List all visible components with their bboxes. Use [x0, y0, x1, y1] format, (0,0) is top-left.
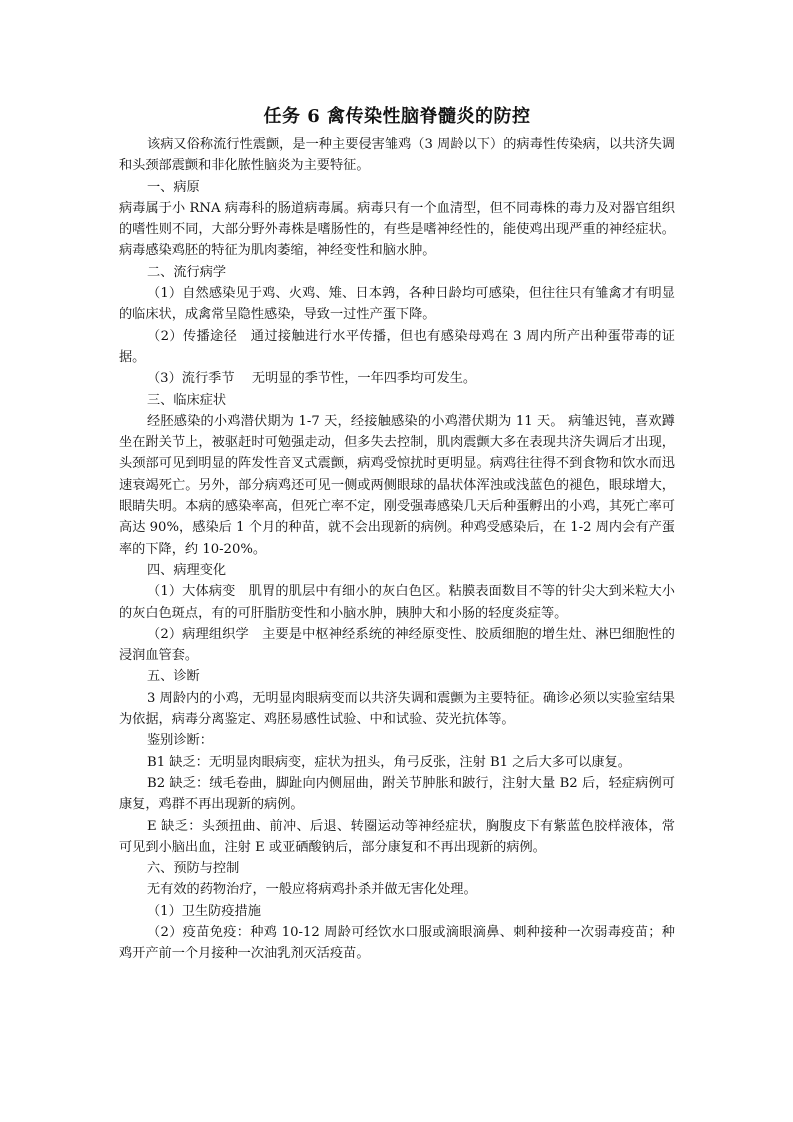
paragraph: （1）卫生防疫措施 — [147, 903, 261, 919]
document-body — [119, 134, 675, 965]
paragraph: （3）流行季节 无明显的季节性，一年四季均可发生。 — [147, 371, 477, 387]
paragraph: 病毒属于小 RNA 病毒科的肠道病毒属。病毒只有一个血清型，但不同毒株的毒力及对器官组织的嗜性则不同，大部分野外毒株是嗜肠性的，有些是嗜神经性的，能使鸡出现严重的神经症状。病毒感染鸡胚的特征为肌肉萎缩，神经变性和脑水肿。 — [119, 200, 675, 259]
paragraph: 3 周龄内的小鸡，无明显肉眼病变而以共济失调和震颤为主要特征。确诊必须以实验室结果为依据，病毒分离鉴定、鸡胚易感性试验、中和试验、荧光抗体等。 — [119, 690, 675, 728]
document-page — [119, 104, 675, 965]
section-heading: 六、预防与控制 — [147, 861, 240, 877]
section-heading: 四、病理变化 — [147, 562, 227, 578]
paragraph: （1）大体病变 肌胃的肌层中有细小的灰白色区。粘膜表面数目不等的针尖大到米粒大小的灰白色斑点，有的可肝脂肪变性和小脑水肿，胰肿大和小肠的轻度炎症等。 — [119, 584, 675, 621]
paragraph: E 缺乏：头颈扭曲、前冲、后退、转圈运动等神经症状，胸腹皮下有紫蓝色胶样液体，常可见到小脑出血，注射 E 或亚硒酸钠后，部分康复和不再出现新的病例。 — [119, 818, 675, 855]
paragraph: B2 缺乏：绒毛卷曲，脚趾向内侧屈曲，跗关节肿胀和跛行，注射大量 B2 后，轻症病例可康复，鸡群不再出现新的病例。 — [119, 775, 675, 813]
paragraph: 鉴别诊断： — [147, 733, 213, 749]
paragraph: 无有效的药物治疗，一般应将病鸡扑杀并做无害化处理。 — [147, 882, 477, 898]
paragraph: 经胚感染的小鸡潜伏期为 1-7 天，经接触感染的小鸡潜伏期为 11 天。 病雏迟钝，喜欢蹲坐在跗关节上，被驱赶时可勉强走动，但多失去控制，肌肉震颤大多在表现共济失调后才出现，头颈部可见到明显的阵发性音叉式震颤，病鸡受惊扰时更明显。病鸡往往得不到食物和饮水而迅速衰竭死亡。另外，部分病鸡还可见一侧或两侧眼球的晶状体浑浊或浅蓝色的褪色，眼球增大，眼睛失明。本病的感染率高，但死亡率不定，刚受强毒感染几天后种蛋孵出的小鸡，其死亡率可高达 90%，感染后 1 个月的种苗，就不会出现新的病例。种鸡受感染后，在 1-2 周内会有产蛋率的下降，约 10-20%。 — [119, 413, 675, 557]
paragraph: （2）疫苗免疫：种鸡 10-12 周龄可经饮水口服或滴眼滴鼻、刺种接种一次弱毒疫苗；种鸡开产前一个月接种一次油乳剂灭活疫苗。 — [119, 924, 675, 962]
paragraph: B1 缺乏：无明显肉眼病变，症状为扭头，角弓反张，注射 B1 之后大多可以康复。 — [147, 754, 631, 770]
paragraph: （2）病理组织学 主要是中枢神经系统的神经原变性、胶质细胞的增生灶、淋巴细胞性的浸润血管套。 — [119, 626, 675, 664]
section-heading: 一、病原 — [147, 179, 200, 195]
section-heading: 三、临床症状 — [147, 392, 227, 408]
paragraph: 该病又俗称流行性震颤，是一种主要侵害雏鸡（3 周龄以下）的病毒性传染病，以共济失调和头颈部震颤和非化脓性脑炎为主要特征。 — [119, 137, 675, 174]
page-title: 任务 6 禽传染性脑脊髓炎的防控 — [263, 106, 531, 127]
paragraph: （1）自然感染见于鸡、火鸡、雉、日本鹑，各种日龄均可感染，但往往只有雏禽才有明显的临床状，成禽常呈隐性感染，导致一过性产蛋下降。 — [119, 286, 675, 323]
section-heading: 五、诊断 — [147, 669, 200, 685]
section-heading: 二、流行病学 — [147, 264, 227, 280]
paragraph: （2）传播途径 通过接触进行水平传播，但也有感染母鸡在 3 周内所产出种蛋带毒的证据。 — [119, 328, 675, 365]
